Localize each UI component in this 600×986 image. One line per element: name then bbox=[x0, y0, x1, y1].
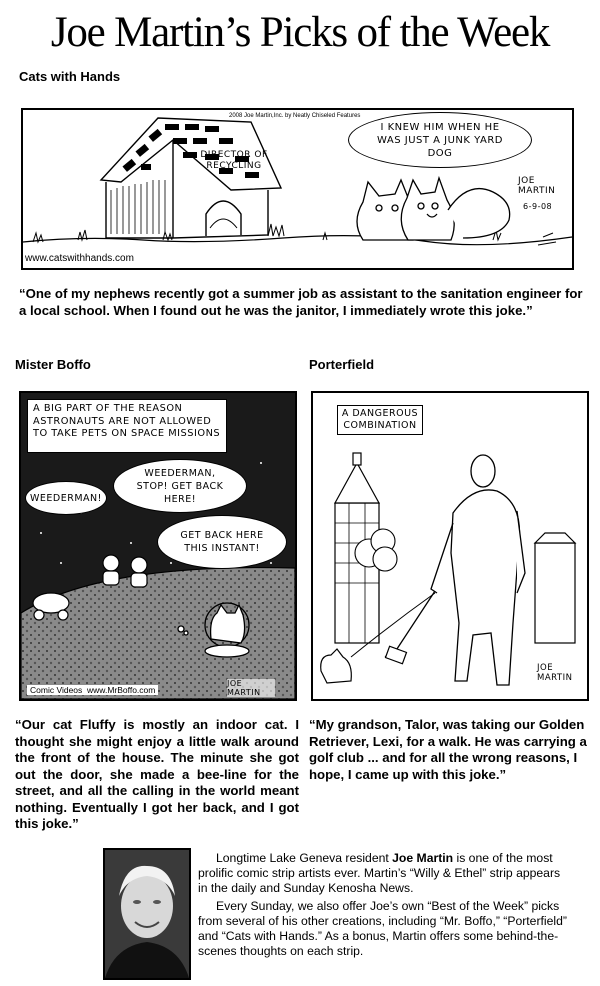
man-drawing bbox=[431, 455, 525, 685]
boffo-bubble-3 bbox=[157, 515, 287, 569]
bio-paragraph-2: Every Sunday, we also offer Joe’s own “Best of the Week” picks from several of his other creations, including “Mr. Boffo,” “Porterfield” and “Cats with Hands.” As a bonus, Martin offers some behind-the-scenes thoughts on each strip. bbox=[198, 898, 567, 959]
bio-p1-rest: is one of the most prolific comic strip artists ever. Martin’s “Willy & Ethel” strip appears in the daily and Sunday Kenosha News. bbox=[198, 851, 561, 896]
cats-quote: “One of my nephews recently got a summer job as assistant to the sanitation engineer for a local school. When I found out he was the janitor, I immediately wrote this joke.” bbox=[19, 286, 583, 318]
page-title: Joe Martin’s Picks of the Week bbox=[50, 9, 550, 56]
porterfield-illustration bbox=[313, 393, 587, 699]
boffo-bubble-1 bbox=[25, 481, 107, 515]
porterfield-quote: “My grandson, Talor, was taking our Golden Retriever, Lexi, for a walk. He was carrying a golf club ... and for all the wrong reasons, I hope, I came up with this joke.” bbox=[309, 717, 587, 782]
cats-website: www.catswithhands.com bbox=[25, 253, 134, 264]
porterfield-signature: JOE MARTIN bbox=[537, 663, 573, 683]
boffo-caption: A BIG PART OF THE REASON ASTRONAUTS ARE NOT ALLOWED TO TAKE PETS ON SPACE MISSIONS bbox=[27, 399, 227, 453]
boffo-strip-title: Mister Boffo bbox=[15, 357, 91, 372]
cats-drawing bbox=[357, 178, 510, 240]
bio-paragraph-1 bbox=[198, 851, 572, 897]
doghouse-drawing bbox=[101, 118, 281, 238]
boffo-bubble-2 bbox=[113, 459, 247, 513]
boffo-signature: JOE MARTIN bbox=[227, 679, 275, 697]
porterfield-comic-panel bbox=[311, 391, 589, 701]
boffo-credit: Comic Videos www.MrBoffo.com bbox=[27, 685, 158, 695]
joe-martin-photo bbox=[103, 848, 191, 980]
boffo-bubble-2-text: WEEDERMAN, STOP! GET BACK HERE! bbox=[136, 467, 224, 505]
boffo-bubble-1-text: WEEDERMAN! bbox=[30, 492, 102, 504]
bio-name: Joe Martin bbox=[392, 851, 454, 865]
porterfield-strip-title: Porterfield bbox=[309, 357, 375, 372]
bio-p1-lead: Longtime Lake Geneva resident bbox=[216, 851, 393, 865]
doghouse-sign: DIRECTOR OF RECYCLING bbox=[200, 150, 268, 171]
boffo-comic-panel bbox=[19, 391, 297, 701]
cats-copyright: 2008 Joe Martin,Inc. by Neatly Chiseled Features bbox=[229, 113, 361, 119]
cats-comic-panel bbox=[21, 108, 574, 270]
boffo-quote: “Our cat Fluffy is mostly an indoor cat. I thought she might enjoy a little walk around the front of the house. The minute she got out the door, she made a bee-line for the street, and all the calling in the world meant nothing. Eventually I got her back, and I got this joke.” bbox=[15, 717, 299, 831]
cats-strip-title: Cats with Hands bbox=[19, 69, 121, 84]
cats-date: 6-9-08 bbox=[523, 202, 553, 211]
porterfield-caption: A DANGEROUS COMBINATION bbox=[337, 405, 423, 435]
cats-speech-text: I KNEW HIM WHEN HE WAS JUST A JUNK YARD DOG bbox=[377, 121, 503, 159]
cats-speech-bubble bbox=[348, 112, 532, 168]
cats-signature: JOE MARTIN bbox=[518, 176, 556, 196]
boffo-bubble-3-text: GET BACK HERE THIS INSTANT! bbox=[180, 530, 264, 554]
bio-text bbox=[198, 851, 572, 959]
